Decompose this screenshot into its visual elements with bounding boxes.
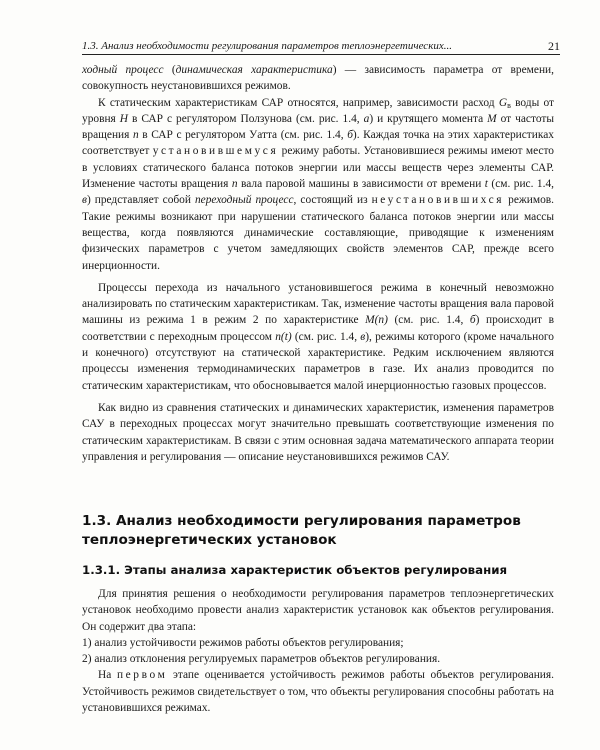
spaced-emphasis: неустановившихся: [371, 194, 505, 207]
term-italic: ходный процесс: [82, 64, 164, 76]
paragraph-continuation: ходный процесс (динамическая характеристика) — зависимость параметра от времени, совокупность неустановившихся режимов.: [82, 64, 554, 93]
subsection-heading: 1.3.1. Этапы анализа характеристик объектов регулирования: [82, 563, 508, 577]
term-italic: переходный процесс: [194, 194, 294, 207]
paragraph: Для принятия решения о необходимости регулирования параметров теплоэнергетических установок необходимо провести анализ характеристик установок как объектов регулирования. Он содержит два этапа:: [82, 588, 554, 633]
section-text: [82, 586, 554, 716]
section-heading: 1.3. Анализ необходимости регулирования параметров теплоэнергетических установок: [82, 513, 521, 548]
running-head-title: 1.3. Анализ необходимости регулирования параметров теплоэнергетических...: [82, 40, 452, 52]
paragraph: На первом этапе оценивается устойчивость режимов работы объектов регулирования. Устойчивость режимов свидетельствует о том, что объекты регулирования способны работать на установившихся режимах.: [82, 669, 554, 715]
list-item: 2) анализ отклонения регулируемых параметров объектов регулирования.: [82, 653, 441, 666]
page-number: 21: [548, 39, 560, 53]
paragraph: К статическим характеристикам САР относятся, например, зависимости расход $G_в$ воды от уровня H в САР с регулятором Ползунова (см. рис. 1.4, а) и крутящего момента M от частоты вращения n в САР с регулятором Уатта (см. рис. 1.4, б). Каждая точка на этих характеристиках соответствует установившемуся режиму работы. Установившиеся режимы имеют место в условиях статического баланса потоков энергии или массы веществ через элементы САР. Изменение частоты вращения n вала паровой машины в зависимости от времени t (см. рис. 1.4, в) представляет собой переходный процесс, состоящий из неустановившихся режимов. Такие режимы возникают при нарушении статического баланса потоков энергии или массы вещества, когда появляются динамические составляющие, приводящие к изменениям физических параметров с учетом замедляющих свойств элементов САР, прежде всего инерционности.: [82, 96, 555, 272]
main-text: [82, 62, 554, 465]
term-italic: динамическая характеристика: [175, 64, 333, 76]
running-head: [82, 36, 560, 55]
spaced-emphasis: первом: [116, 669, 168, 682]
spaced-emphasis: установившемуся: [152, 145, 279, 158]
list-item: 1) анализ устойчивости режимов работы объектов регулирования;: [82, 636, 404, 649]
paragraph: Как видно из сравнения статических и динамических характеристик, изменения параметров САУ в переходных процессах могут значительно превышать соответствующие изменения по статическим характеристикам. В связи с этим основная задача математического аппарата теории управления и регулирования — описание неустановившихся режимов САУ.: [82, 401, 554, 463]
paragraph: Процессы перехода из начального установившегося режима в конечный невозможно анализировать по статическим характеристикам. Так, изменение частоты вращения вала паровой машины из режима 1 в режим 2 по характеристике M(n) (см. рис. 1.4, б) происходит в соответствии с переходным процессом n(t) (см. рис. 1.4, в), режимы которого (кроме начального и конечного) отсутствуют на статической характеристике. Редким исключением являются процессы изменения термодинамических параметров в газе. Их анализ проводится по статическим характеристикам, что обосновывается малой инерционностью газовых процессов.: [82, 281, 554, 392]
